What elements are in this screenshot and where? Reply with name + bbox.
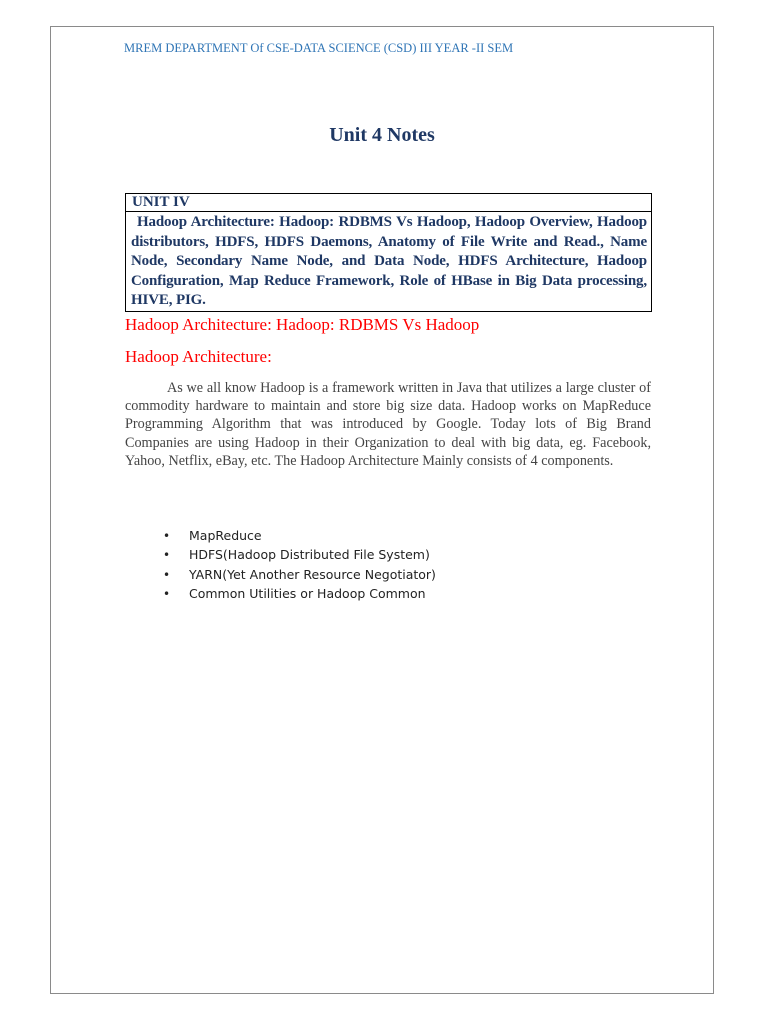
section-heading-hadoop-architecture: Hadoop Architecture: xyxy=(125,347,272,366)
list-item xyxy=(163,584,436,603)
component-label: HDFS(Hadoop Distributed File System) xyxy=(189,547,430,563)
bullet-icon: • xyxy=(163,548,171,563)
unit-heading: UNIT IV xyxy=(126,194,651,212)
list-item xyxy=(163,545,436,564)
unit-syllabus-box xyxy=(125,193,652,312)
component-label: MapReduce xyxy=(189,528,262,543)
component-label: YARN(Yet Another Resource Negotiator) xyxy=(189,566,436,582)
department-header: MREM DEPARTMENT Of CSE-DATA SCIENCE (CSD) III YEAR -II SEM xyxy=(124,41,514,55)
bullet-icon: • xyxy=(163,529,171,543)
list-item xyxy=(163,526,436,545)
bullet-icon: • xyxy=(163,567,171,582)
page-title: Unit 4 Notes xyxy=(329,124,435,146)
intro-paragraph: As we all know Hadoop is a framework written in Java that utilizes a large cluster of commodity hardware to maintain and store big size data. Hadoop works on MapReduce Programming Algorithm that was introduced by Google. Today lots of Big Brand Companies are using Hadoop in their Organization to deal with big data, eg. Facebook, Yahoo, Netflix, eBay, etc. The Hadoop Architecture Mainly consists of 4 components. xyxy=(125,380,651,469)
component-label: Common Utilities or Hadoop Common xyxy=(189,585,426,601)
section-heading-rdbms-vs-hadoop: Hadoop Architecture: Hadoop: RDBMS Vs Hadoop xyxy=(125,315,480,334)
document-page xyxy=(50,26,714,994)
components-list xyxy=(163,526,436,603)
bullet-icon: • xyxy=(163,586,171,601)
list-item xyxy=(163,565,436,584)
unit-topics: Hadoop Architecture: Hadoop: RDBMS Vs Hadoop, Hadoop Overview, Hadoop distributors, HDFS, HDFS Daemons, Anatomy of File Write and Read., Name Node, Secondary Name Node, and Data Node, HDFS Architecture, Hadoop Configuration, Map Reduce Framework, Role of HBase in Big Data processing, HIVE, PIG. xyxy=(131,214,647,308)
